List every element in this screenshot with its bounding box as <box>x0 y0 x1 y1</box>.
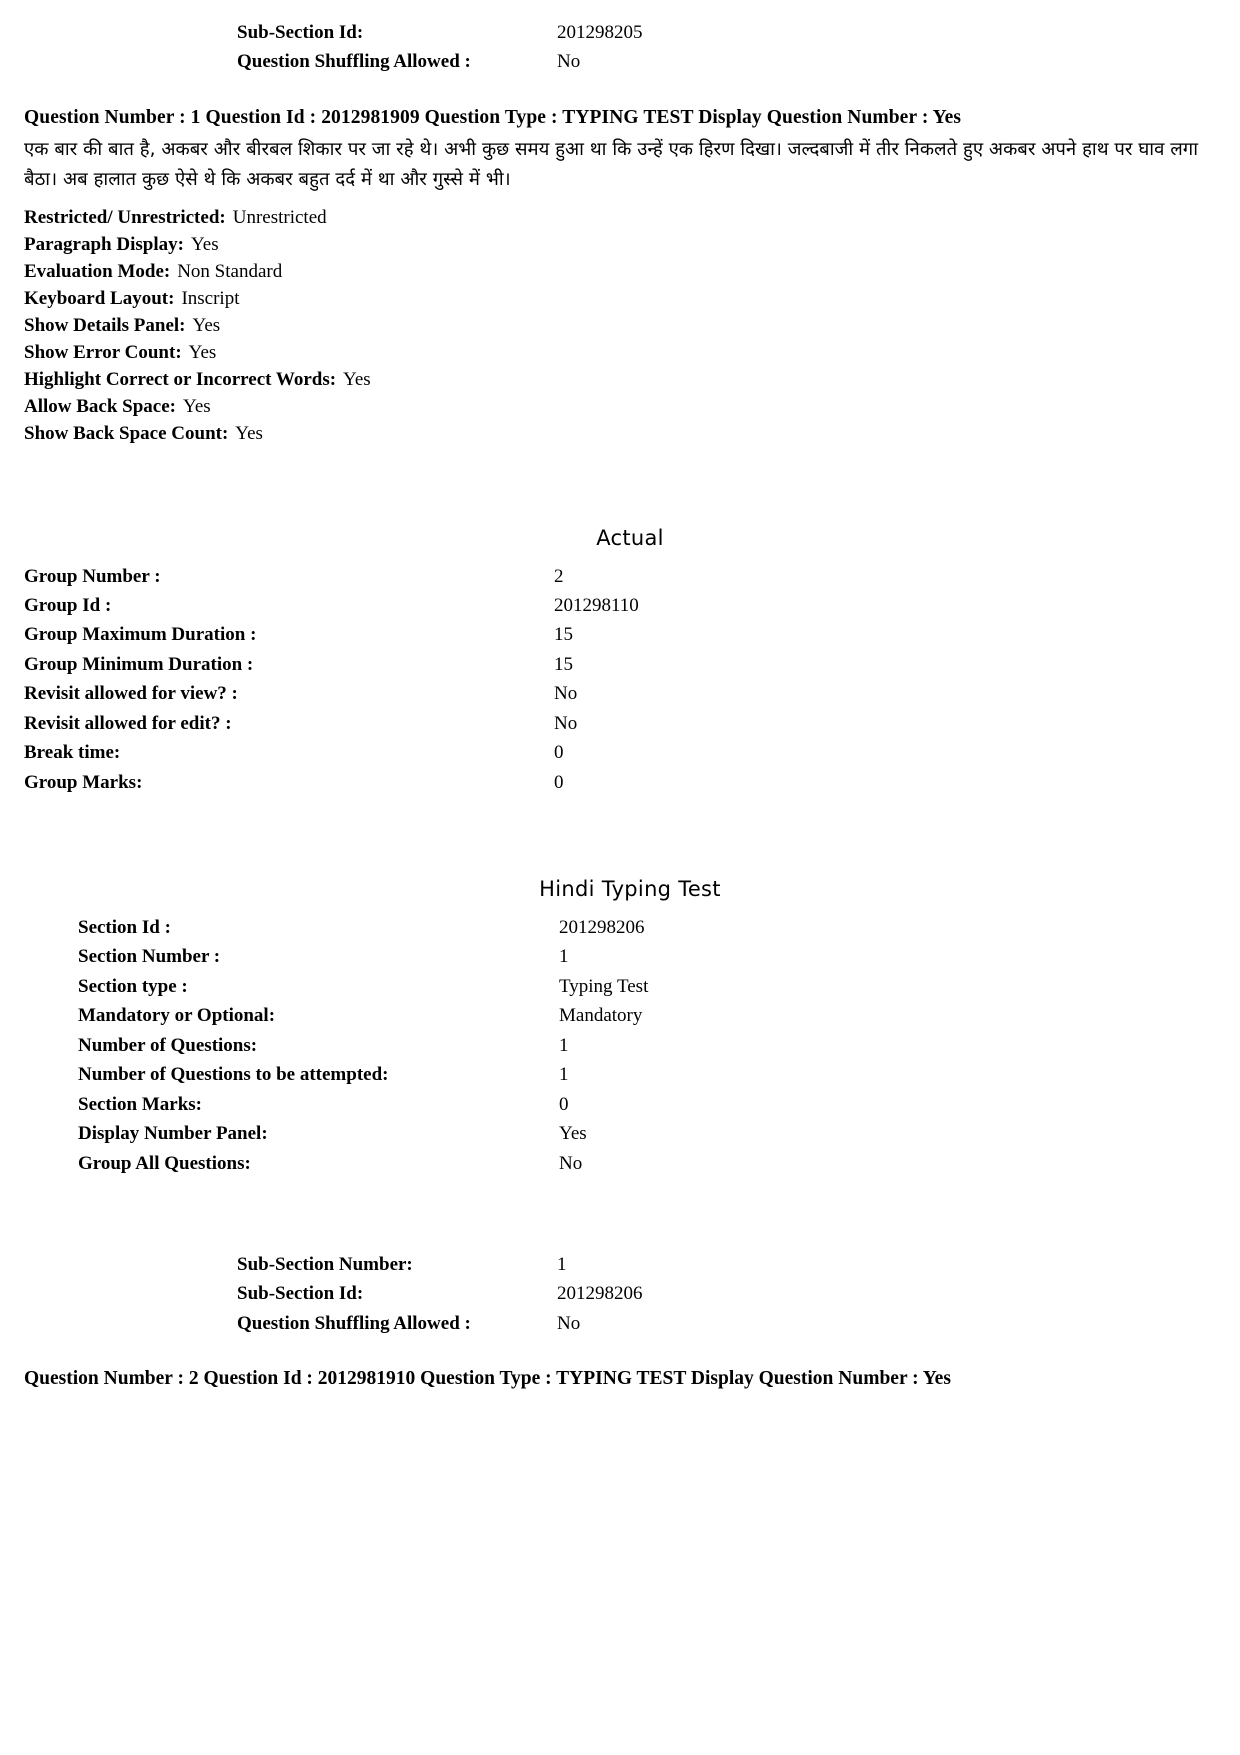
detail-row <box>24 650 1240 679</box>
detail-label: Revisit allowed for view? : <box>24 683 238 705</box>
attribute-label: Show Back Space Count: <box>24 422 229 444</box>
detail-row <box>237 1279 1240 1308</box>
attribute-label: Keyboard Layout: <box>24 287 175 309</box>
detail-value: 201298206 <box>559 917 645 939</box>
question-2-header: Question Number : 2 Question Id : 2012981910 Question Type : TYPING TEST Display Question Number : Yes <box>24 1368 951 1390</box>
detail-value: 0 <box>559 1093 569 1115</box>
attribute-label: Show Details Panel: <box>24 314 186 336</box>
detail-row <box>78 972 1240 1001</box>
detail-row <box>78 1090 1240 1119</box>
detail-value: 0 <box>554 742 564 764</box>
detail-value: No <box>554 683 578 705</box>
detail-row <box>78 1119 1240 1148</box>
detail-row <box>78 942 1240 971</box>
detail-row <box>78 913 1240 942</box>
detail-value: Yes <box>559 1123 587 1145</box>
detail-label: Display Number Panel: <box>78 1123 268 1145</box>
detail-value: 1 <box>559 946 569 968</box>
detail-label: Revisit allowed for edit? : <box>24 712 232 734</box>
detail-value: 2 <box>554 565 564 587</box>
attribute-value: Yes <box>192 314 221 336</box>
attribute-value: Yes <box>183 395 211 417</box>
detail-value: 201298110 <box>554 594 639 616</box>
attribute-row <box>24 205 1240 232</box>
detail-label: Sub-Section Id: <box>237 1283 364 1305</box>
detail-row <box>78 1031 1240 1060</box>
detail-value: 15 <box>554 624 573 646</box>
detail-label: Sub-Section Id: <box>237 22 364 43</box>
detail-label: Number of Questions: <box>78 1034 258 1056</box>
detail-value: 201298205 <box>557 22 643 43</box>
detail-value: No <box>557 1312 581 1334</box>
detail-row <box>24 709 1240 738</box>
attribute-value: Yes <box>343 368 371 390</box>
detail-label: Group Number : <box>24 565 161 587</box>
attribute-value: Non Standard <box>177 260 283 282</box>
attribute-row <box>24 340 1240 367</box>
attribute-value: Inscript <box>181 287 240 309</box>
detail-label: Group Marks: <box>24 771 143 793</box>
attribute-label: Allow Back Space: <box>24 395 176 417</box>
detail-label: Question Shuffling Allowed : <box>237 1312 471 1334</box>
detail-row <box>237 47 1240 76</box>
attribute-row <box>24 232 1240 259</box>
attribute-row <box>24 367 1240 394</box>
subsection-top-details <box>0 0 1240 77</box>
detail-value: 15 <box>554 653 573 675</box>
detail-label: Group Minimum Duration : <box>24 653 254 675</box>
attribute-label: Evaluation Mode: <box>24 260 171 282</box>
detail-label: Group Id : <box>24 594 112 616</box>
detail-label: Sub-Section Number: <box>237 1253 413 1275</box>
group-details <box>0 550 1240 798</box>
detail-row <box>78 1149 1240 1178</box>
detail-label: Group Maximum Duration : <box>24 624 257 646</box>
attribute-value: Yes <box>190 233 219 255</box>
section-title: Hindi Typing Test <box>539 877 721 902</box>
detail-row <box>78 1060 1240 1089</box>
attribute-row <box>24 421 1240 448</box>
detail-value: 1 <box>559 1064 569 1086</box>
section-details <box>0 901 1240 1178</box>
attribute-value: Yes <box>188 341 217 363</box>
attribute-row <box>24 286 1240 313</box>
detail-row <box>78 1001 1240 1030</box>
attribute-value: Yes <box>235 422 263 444</box>
question-1-header: Question Number : 1 Question Id : 2012981909 Question Type : TYPING TEST Display Question Number : Yes <box>24 106 962 128</box>
detail-value: 0 <box>554 771 564 793</box>
question-1-attributes <box>0 195 1240 448</box>
detail-label: Section Marks: <box>78 1093 203 1115</box>
detail-value: No <box>554 712 578 734</box>
detail-label: Group All Questions: <box>78 1152 251 1174</box>
attribute-value: Unrestricted <box>232 206 327 228</box>
detail-value: 1 <box>557 1253 567 1275</box>
detail-row <box>24 591 1240 620</box>
detail-value: 1 <box>559 1034 569 1056</box>
detail-label: Section Id : <box>78 917 171 939</box>
detail-value: No <box>559 1152 583 1174</box>
subsection-bottom-details <box>0 1178 1240 1338</box>
detail-value: Typing Test <box>559 975 649 997</box>
detail-label: Mandatory or Optional: <box>78 1005 276 1027</box>
attribute-label: Restricted/ Unrestricted: <box>24 206 226 228</box>
attribute-label: Paragraph Display: <box>24 233 184 255</box>
detail-value: Mandatory <box>559 1005 643 1027</box>
detail-row <box>24 620 1240 649</box>
detail-label: Section type : <box>78 975 188 997</box>
attribute-label: Highlight Correct or Incorrect Words: <box>24 368 337 390</box>
group-title: Actual <box>596 525 664 550</box>
detail-label: Break time: <box>24 742 121 764</box>
detail-row <box>237 1250 1240 1279</box>
detail-value: No <box>557 51 581 73</box>
detail-label: Section Number : <box>78 946 221 968</box>
detail-row <box>237 18 1240 47</box>
attribute-row <box>24 259 1240 286</box>
detail-label: Question Shuffling Allowed : <box>237 51 471 73</box>
detail-row <box>237 1309 1240 1338</box>
attribute-row <box>24 394 1240 421</box>
attribute-row <box>24 313 1240 340</box>
detail-row <box>24 738 1240 767</box>
detail-row <box>24 768 1240 797</box>
detail-row <box>24 679 1240 708</box>
question-1-paragraph: एक बार की बात है, अकबर और बीरबल शिकार पर जा रहे थे। अभी कुछ समय हुआ था कि उन्हें एक हिरण दिखा। जल्दबाजी में तीर निकलते हुए अकबर अपने हाथ पर घाव लगा बैठा। अब हालात कुछ ऐसे थे कि अकबर बहुत दर्द में था और गुस्से में भी। <box>24 138 1198 190</box>
attribute-label: Show Error Count: <box>24 341 182 363</box>
detail-label: Number of Questions to be attempted: <box>78 1064 389 1086</box>
detail-value: 201298206 <box>557 1283 643 1305</box>
detail-row <box>24 562 1240 591</box>
